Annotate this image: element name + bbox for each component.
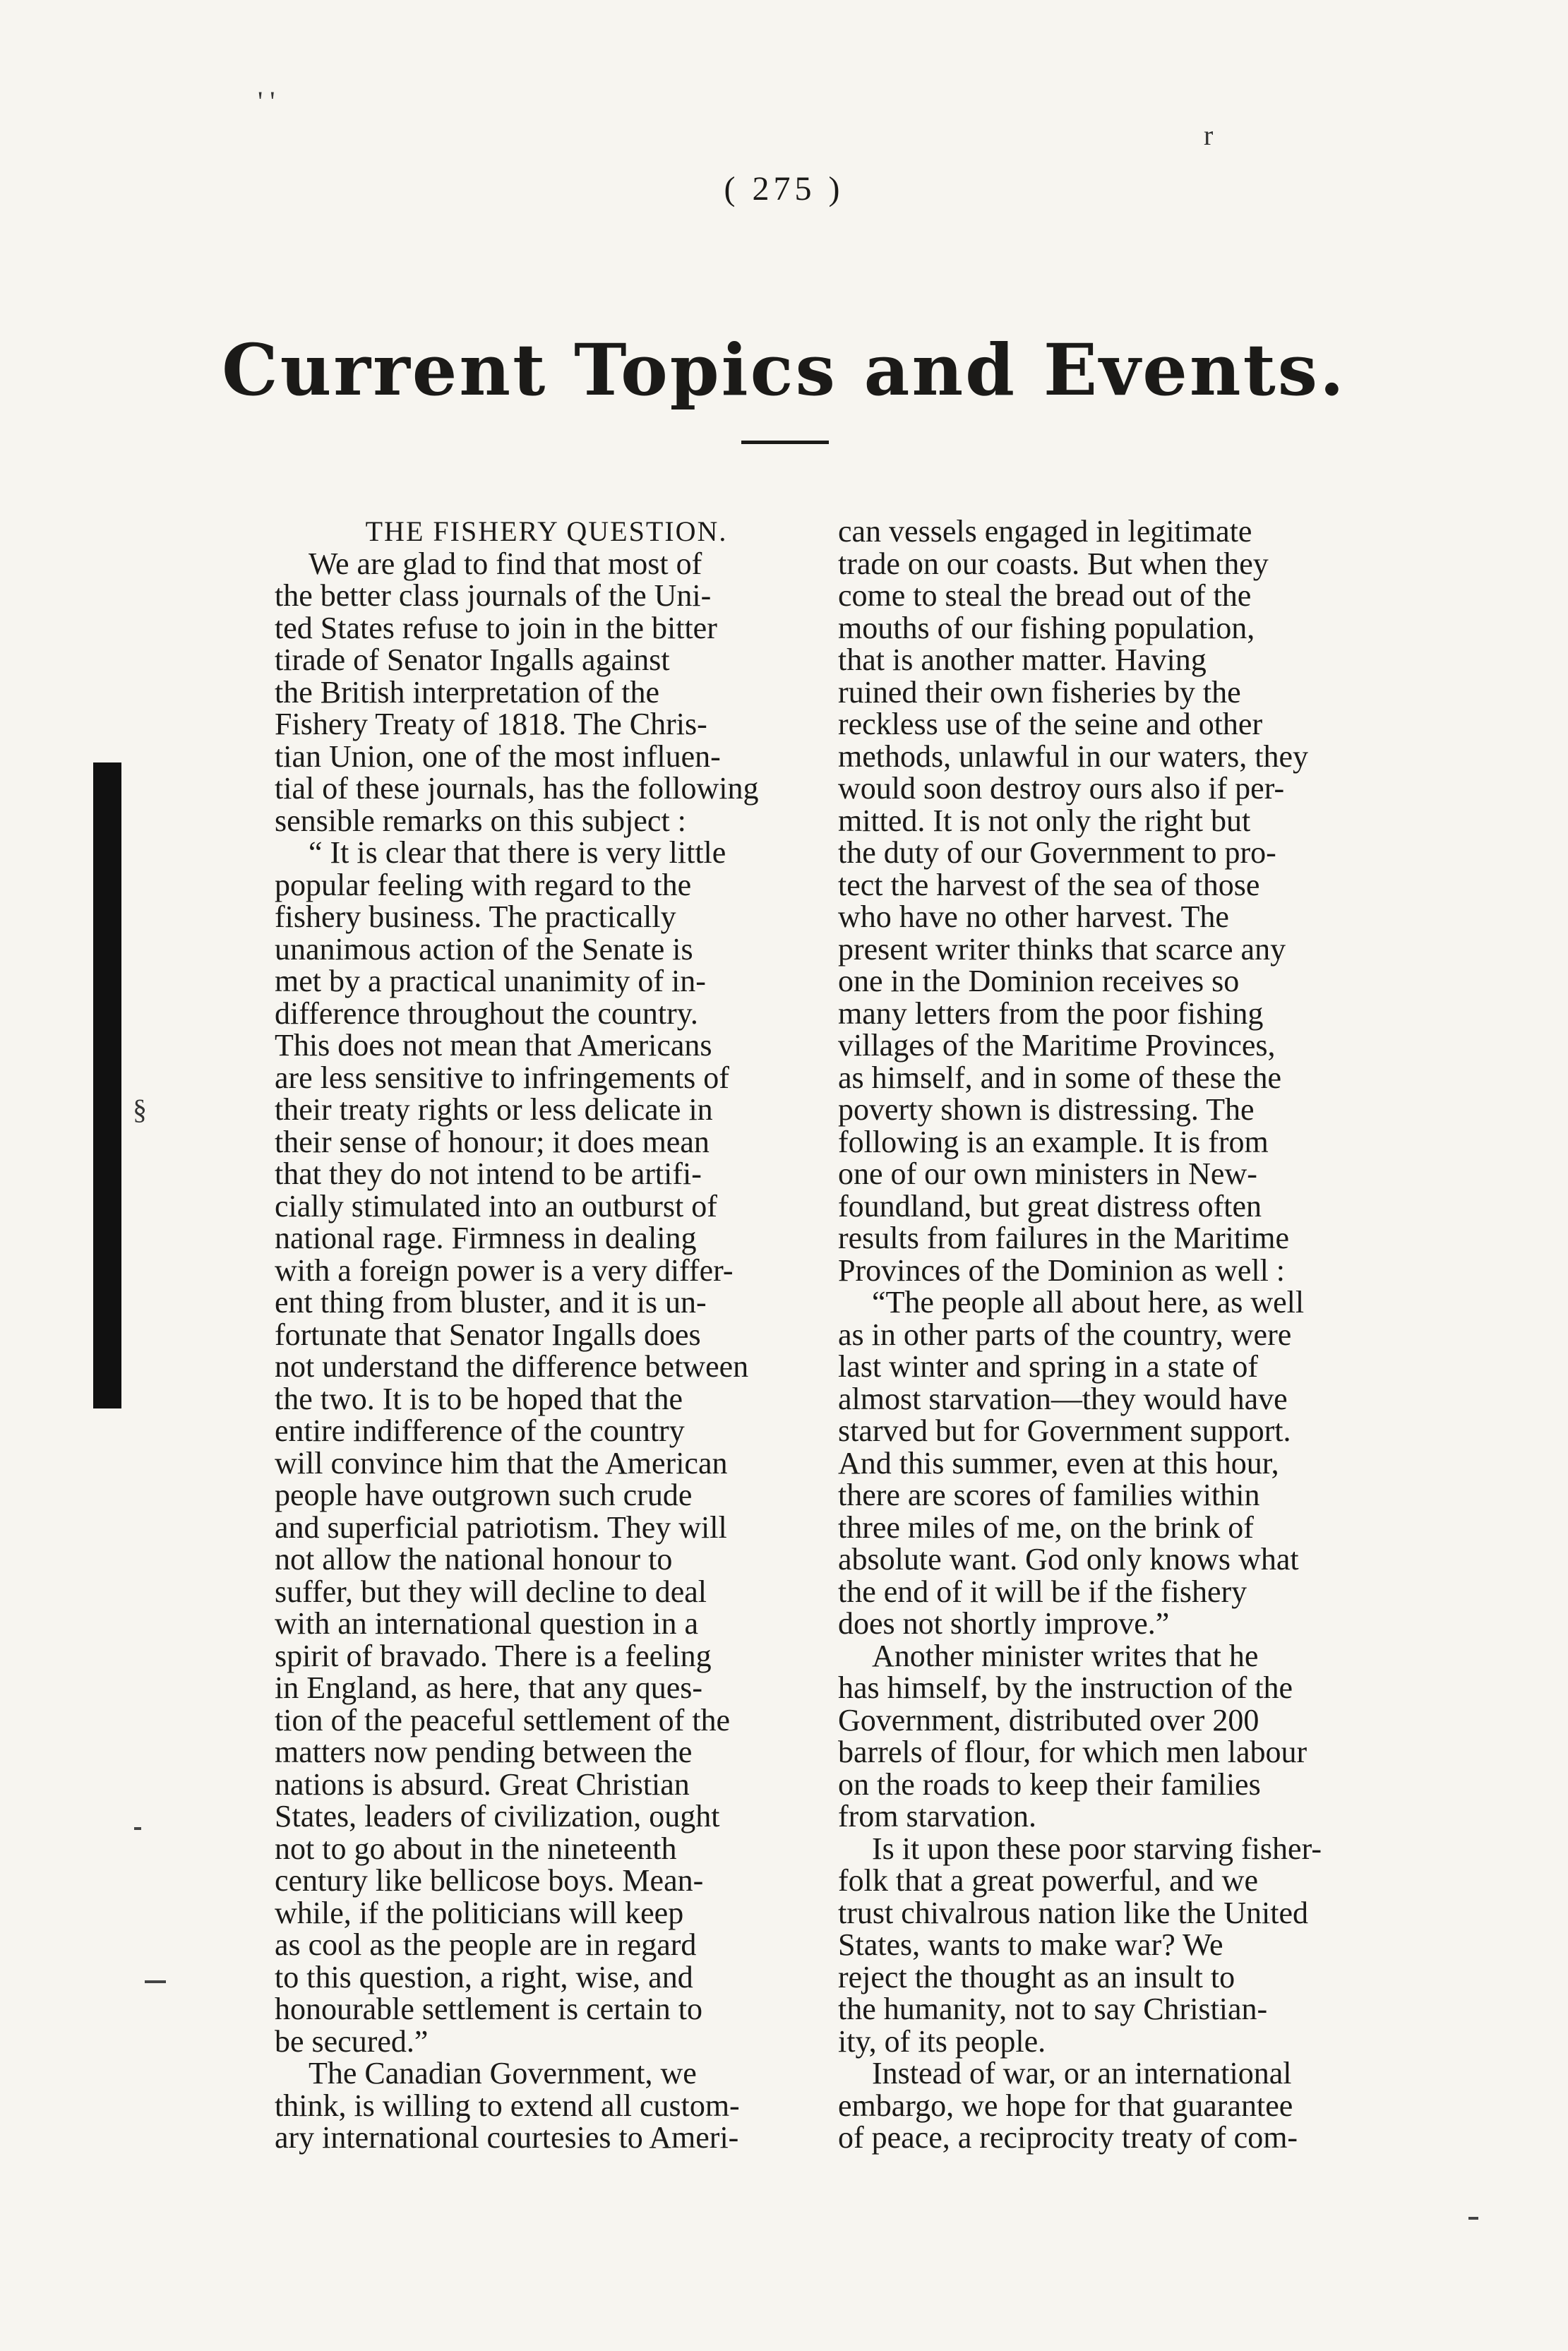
text-line: in England, as here, that any ques- <box>275 1670 703 1705</box>
text-line: tion of the peaceful settlement of the <box>275 1702 731 1737</box>
text-line: not allow the national honour to <box>275 1542 673 1577</box>
margin-tick-right <box>1468 2217 1478 2220</box>
text-line: nations is absurd. Great Christian <box>275 1766 690 1802</box>
text-line: methods, unlawful in our waters, they <box>838 738 1308 774</box>
text-line: not to go about in the nineteenth <box>275 1831 677 1866</box>
text-line: one in the Dominion receives so <box>838 964 1240 998</box>
text-line: barrels of flour, for which men labour <box>838 1735 1307 1769</box>
text-line: This does not mean that Americans <box>275 1028 712 1063</box>
margin-mark-right-top: r <box>1204 119 1214 151</box>
text-line: And this summer, even at this hour, <box>838 1445 1279 1480</box>
text-line: tirade of Senator Ingalls against <box>275 642 670 677</box>
text-line: come to steal the bread out of the <box>838 578 1252 613</box>
text-line: would soon destroy ours also if per- <box>838 771 1285 806</box>
section-title: Current Topics and Events. <box>222 328 1346 412</box>
text-line: that they do not intend to be artifi- <box>275 1156 702 1191</box>
text-line: embargo, we hope for that guarantee <box>838 2088 1293 2123</box>
text-line: following is an example. It is from <box>838 1124 1269 1159</box>
text-line: one of our own ministers in New- <box>838 1156 1257 1191</box>
text-line: “ It is clear that there is very little <box>309 835 726 870</box>
text-line: the two. It is to be hoped that the <box>275 1381 683 1416</box>
text-line: folk that a great powerful, and we <box>838 1863 1258 1898</box>
text-line: Government, distributed over 200 <box>838 1702 1259 1737</box>
text-line: Another minister writes that he <box>872 1638 1259 1673</box>
text-line: villages of the Maritime Provinces, <box>838 1028 1276 1063</box>
text-line: tect the harvest of the sea of those <box>838 867 1260 902</box>
text-line: popular feeling with regard to the <box>275 867 692 902</box>
text-line: that is another matter. Having <box>838 642 1207 677</box>
text-line: as cool as the people are in regard <box>275 1927 697 1962</box>
margin-mark-left-top: ' ' <box>258 85 275 117</box>
text-line: tian Union, one of the most influen- <box>275 738 721 774</box>
text-line: as in other parts of the country, were <box>838 1317 1292 1352</box>
text-line: who have no other harvest. The <box>838 899 1229 934</box>
text-line: with an international question in a <box>275 1606 698 1641</box>
text-line: there are scores of families within <box>838 1478 1260 1512</box>
text-line: results from failures in the Maritime <box>838 1221 1290 1255</box>
text-line: last winter and spring in a state of <box>838 1349 1259 1384</box>
text-line: three miles of me, on the brink of <box>838 1509 1254 1545</box>
text-line: unanimous action of the Senate is <box>275 931 693 967</box>
text-line: ted States refuse to join in the bitter <box>275 610 717 645</box>
text-line: think, is willing to extend all custom- <box>275 2088 740 2123</box>
page-number: ( 275 ) <box>724 170 844 208</box>
text-line: the duty of our Government to pro- <box>838 835 1276 870</box>
text-line: sensible remarks on this subject : <box>275 803 686 838</box>
margin-tick <box>134 1827 141 1830</box>
text-line: fishery business. The practically <box>275 899 676 934</box>
text-line: and superficial patriotism. They will <box>275 1509 727 1545</box>
text-line: ruined their own fisheries by the <box>838 674 1241 710</box>
text-line: Provinces of the Dominion as well : <box>838 1252 1286 1288</box>
text-line: suffer, but they will decline to deal <box>275 1574 707 1609</box>
text-line: many letters from the poor fishing <box>838 995 1264 1031</box>
text-line: ity, of its people. <box>838 2023 1046 2059</box>
text-line: the British interpretation of the <box>275 674 659 710</box>
left-column <box>275 515 818 2154</box>
text-line: while, if the politicians will keep <box>275 1895 684 1930</box>
text-line: the humanity, not to say Christian- <box>838 1992 1268 2026</box>
text-line: as himself, and in some of these the <box>838 1060 1282 1095</box>
text-line: of peace, a reciprocity treaty of com- <box>838 2120 1298 2155</box>
text-line: met by a practical unanimity of in- <box>275 964 706 998</box>
text-line: will convince him that the American <box>275 1445 728 1480</box>
text-line: States, leaders of civilization, ought <box>275 1799 720 1833</box>
text-line: on the roads to keep their families <box>838 1766 1261 1802</box>
text-line: almost starvation—they would have <box>838 1381 1288 1416</box>
text-line: the end of it will be if the fishery <box>838 1574 1247 1609</box>
text-line: spirit of bravado. There is a feeling <box>275 1638 712 1673</box>
text-line: be secured.” <box>275 2023 429 2059</box>
text-line: fortunate that Senator Ingalls does <box>275 1317 701 1352</box>
article-heading: THE FISHERY QUESTION. <box>365 515 728 547</box>
text-line: reject the thought as an insult to <box>838 1959 1235 1994</box>
text-line: foundland, but great distress often <box>838 1188 1262 1224</box>
text-line: their sense of honour; it does mean <box>275 1124 710 1159</box>
right-column-text <box>838 515 1382 2154</box>
text-line: mitted. It is not only the right but <box>838 803 1251 838</box>
text-line: absolute want. God only knows what <box>838 1542 1299 1577</box>
text-line: are less sensitive to infringements of <box>275 1060 729 1095</box>
text-line: poverty shown is distressing. The <box>838 1092 1255 1127</box>
text-line: trade on our coasts. But when they <box>838 546 1269 581</box>
text-line: their treaty rights or less delicate in <box>275 1092 713 1127</box>
text-line: national rage. Firmness in dealing <box>275 1221 697 1255</box>
text-line: honourable settlement is certain to <box>275 1992 703 2026</box>
text-line: people have outgrown such crude <box>275 1478 693 1512</box>
text-line: century like bellicose boys. Mean- <box>275 1863 704 1898</box>
right-column <box>838 515 1382 2154</box>
text-line: We are glad to find that most of <box>309 546 702 581</box>
text-line: tial of these journals, has the following <box>275 771 759 806</box>
text-line: States, wants to make war? We <box>838 1927 1223 1962</box>
text-line: the better class journals of the Uni- <box>275 578 712 613</box>
text-line: trust chivalrous nation like the United <box>838 1895 1308 1930</box>
margin-dash <box>145 1980 166 1983</box>
text-line: to this question, a right, wise, and <box>275 1959 693 1994</box>
left-column-text <box>275 548 818 2154</box>
text-line: ary international courtesies to Ameri- <box>275 2120 739 2155</box>
text-line: The Canadian Government, we <box>309 2056 697 2090</box>
text-line: with a foreign power is a very differ- <box>275 1252 734 1288</box>
text-line: ent thing from bluster, and it is un- <box>275 1285 707 1320</box>
text-line: reckless use of the seine and other <box>838 707 1263 741</box>
text-line: cially stimulated into an outburst of <box>275 1188 717 1224</box>
text-line: present writer thinks that scarce any <box>838 931 1286 967</box>
text-line: from starvation. <box>838 1799 1037 1833</box>
margin-mark-left-middle: § <box>133 1094 147 1125</box>
text-line: entire indifference of the country <box>275 1413 685 1448</box>
text-line: mouths of our fishing population, <box>838 610 1255 645</box>
text-line: Fishery Treaty of 1818. The Chris- <box>275 707 707 741</box>
text-line: Instead of war, or an international <box>872 2056 1292 2090</box>
binding-shadow-bar <box>93 762 121 1408</box>
text-line: starved but for Government support. <box>838 1413 1291 1448</box>
text-line: does not shortly improve.” <box>838 1606 1170 1641</box>
text-line: “The people all about here, as well <box>872 1285 1305 1320</box>
text-line: difference throughout the country. <box>275 995 698 1031</box>
title-rule <box>741 441 829 444</box>
text-line: has himself, by the instruction of the <box>838 1670 1293 1705</box>
text-line: matters now pending between the <box>275 1735 693 1769</box>
text-line: can vessels engaged in legitimate <box>838 514 1252 549</box>
text-line: Is it upon these poor starving fisher- <box>872 1831 1322 1866</box>
text-line: not understand the difference between <box>275 1349 749 1384</box>
